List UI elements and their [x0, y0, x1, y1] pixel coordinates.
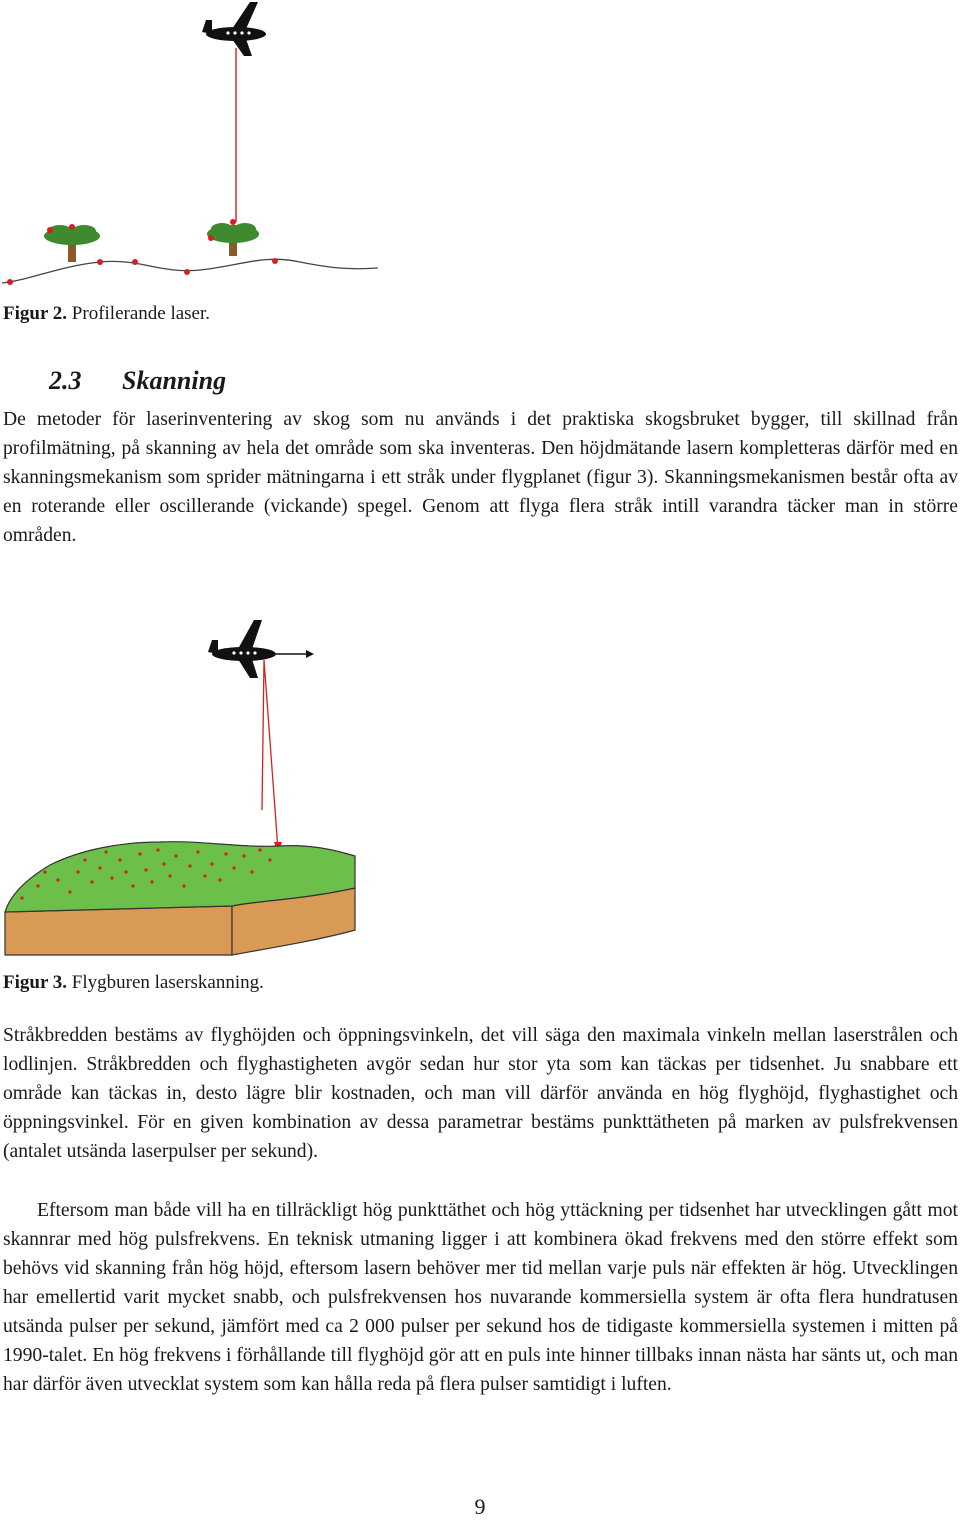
figure-3-caption-label: Figur 3. [3, 972, 68, 993]
paragraph-2: Stråkbredden bestäms av flyghöjden och öppningsvinkeln, det vill säga den maximala vinkeln mellan laserstrålen och lodlinjen. Stråkbredden och flyghastigheten avgör sedan hur stor yta som kan täckas per tidsenhet. Ju snabbare ett område kan täckas in, desto lägre blir kostnaden, och man vill därför använda en hög flyghöjd, flyghastighet och öppningsvinkel. För en given kombination av dessa parametrar bestäms punkttätheten på marken av pulsfrekvensen (antalet utsända laserpulser per sekund). [3, 1025, 958, 1162]
figure-3-caption [3, 972, 264, 994]
laser-beam [262, 660, 264, 810]
tree-icon [207, 223, 259, 256]
figure-2-caption [3, 303, 210, 325]
figure-2-caption-label: Figur 2. [3, 303, 68, 324]
section-number: 2.3 [49, 366, 82, 395]
ground-profile [2, 259, 378, 283]
figure-2-caption-text: Profilerande laser. [67, 303, 211, 324]
figure-3-caption-text: Flygburen laserskanning. [67, 972, 264, 993]
section-heading [49, 366, 226, 396]
figure-2-profiling-laser [0, 0, 380, 290]
section-title: Skanning [122, 366, 227, 395]
paragraph-3: Eftersom man både vill ha en tillräckligt hög punkttäthet och hög yttäckning per tidsenhet har utvecklingen gått mot skannrar med hög pulsfrekvens. En teknisk utmaning ligger i att kombinera ökad frekvens med den större effekt som behövs vid skanning från hög höjd, eftersom lasern behöver mer tid mellan varje puls när effekten är hög. Utvecklingen har emellertid varit mycket snabb, och pulsfrekvensen hos nuvarande kommersiella system är ofta flera hundratusen utsända pulser per sekund, jämfört med ca 2 000 pulser per sekund hos de tidigaste kommersiella systemen i mitten på 1990-talet. En hög frekvens i förhållande till flyghöjd gör att en puls inte hinner tillbaks innan nästa har sänts ut, och man har därför även utvecklat system som kan hålla reda på flera pulser samtidigt i luften. [3, 1200, 958, 1395]
paragraph-1: De metoder för laserinventering av skog som nu används i det praktiska skogsbruket bygger, till skillnad från profilmätning, på skanning av hela det område som ska inventeras. Den höjdmätande lasern kompletteras därför med en skanningsmekanism som sprider mätningarna i ett stråk under flygplanet (figur 3). Skanningsmekanismen består ofta av en roterande eller oscillerande (vickande) spegel. Genom att flyga flera stråk intill varandra täcker man in större områden. [3, 409, 958, 546]
terrain-block [5, 906, 232, 955]
airplane-icon [208, 620, 276, 678]
page-number: 9 [474, 1494, 486, 1519]
airplane-icon [202, 2, 266, 56]
laser-beam [264, 660, 278, 850]
figure-3-airborne-scanning [0, 610, 360, 960]
flight-direction-arrow [276, 650, 314, 658]
